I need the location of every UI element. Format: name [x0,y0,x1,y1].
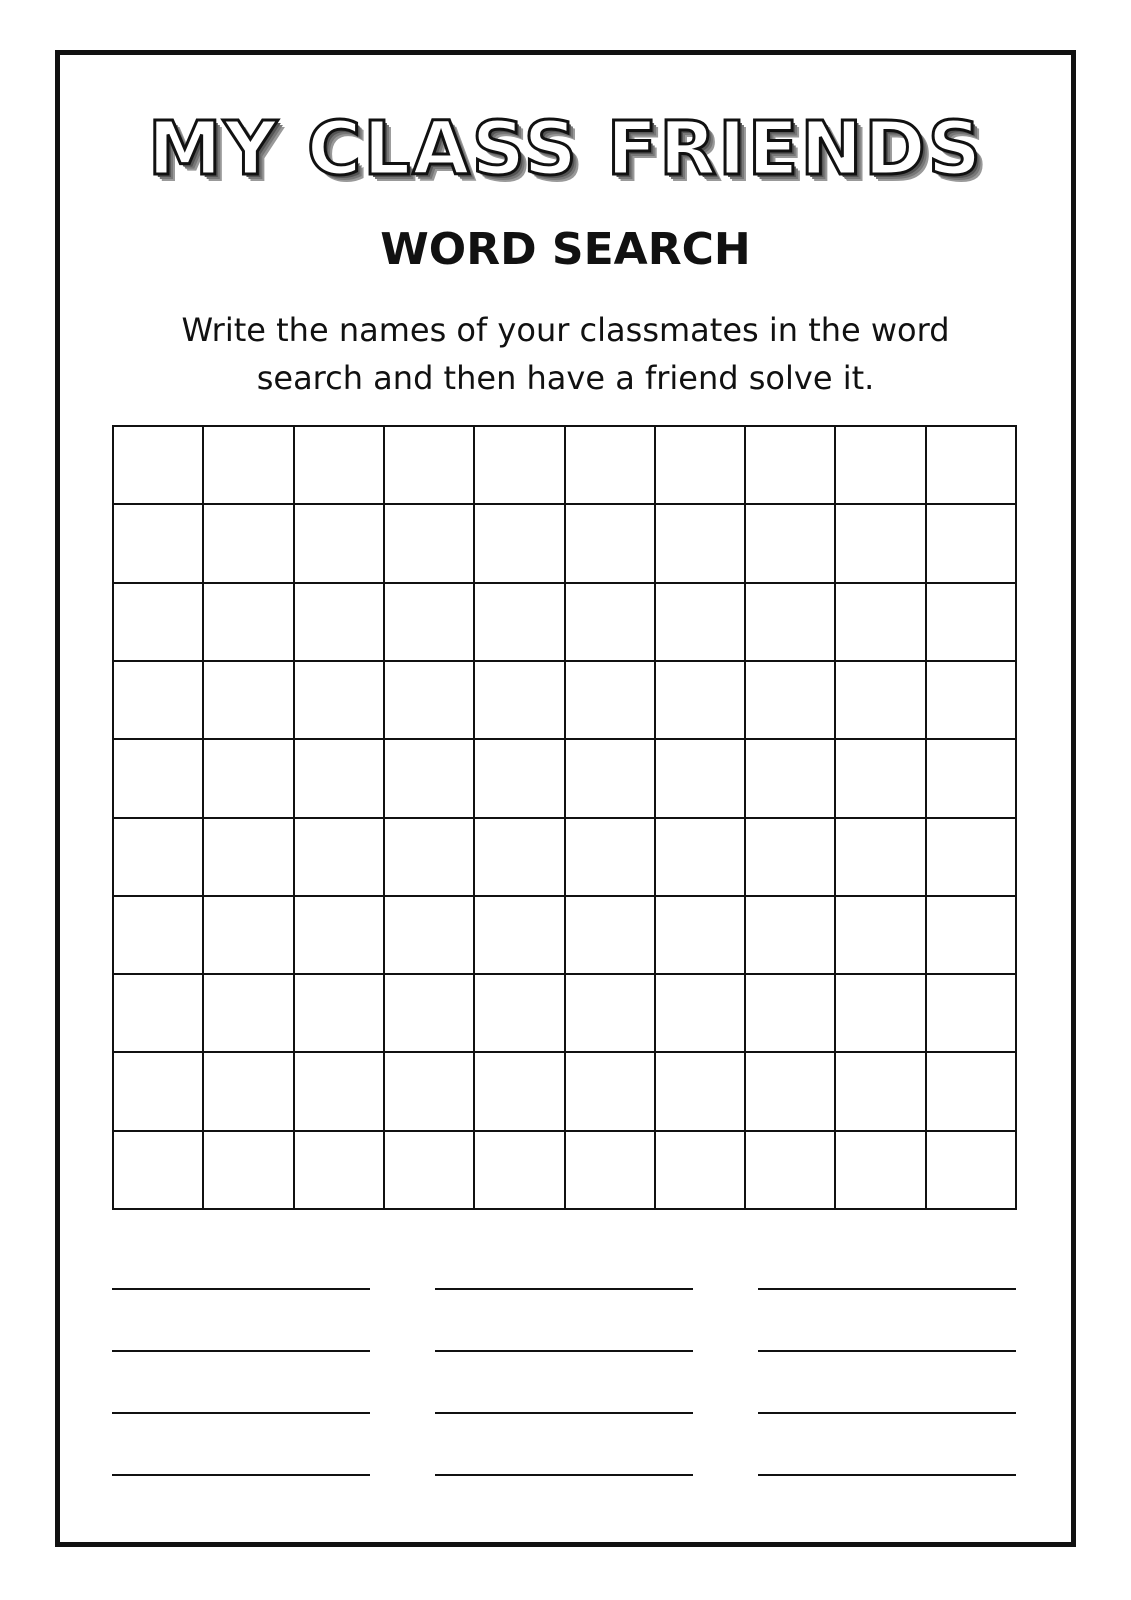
answer-line[interactable] [758,1412,1016,1414]
grid-cell[interactable] [204,1132,294,1210]
grid-cell[interactable] [204,662,294,740]
grid-cell[interactable] [204,1053,294,1131]
answer-line[interactable] [112,1350,370,1352]
grid-cell[interactable] [114,427,204,505]
grid-cell[interactable] [836,819,926,897]
grid-cell[interactable] [927,819,1017,897]
grid-cell[interactable] [295,897,385,975]
grid-cell[interactable] [566,505,656,583]
grid-cell[interactable] [566,584,656,662]
answer-line[interactable] [758,1350,1016,1352]
grid-cell[interactable] [836,505,926,583]
answer-line[interactable] [435,1412,693,1414]
grid-cell[interactable] [927,1132,1017,1210]
grid-cell[interactable] [566,427,656,505]
grid-cell[interactable] [385,740,475,818]
grid-cell[interactable] [927,897,1017,975]
grid-cell[interactable] [836,584,926,662]
grid-cell[interactable] [746,740,836,818]
grid-cell[interactable] [566,740,656,818]
grid-cell[interactable] [746,584,836,662]
grid-cell[interactable] [385,975,475,1053]
grid-cell[interactable] [114,1132,204,1210]
grid-cell[interactable] [475,1132,565,1210]
grid-cell[interactable] [746,1053,836,1131]
grid-cell[interactable] [746,819,836,897]
grid-cell[interactable] [475,897,565,975]
grid-cell[interactable] [656,1053,746,1131]
grid-cell[interactable] [475,740,565,818]
grid-cell[interactable] [295,975,385,1053]
grid-cell[interactable] [295,662,385,740]
grid-cell[interactable] [204,740,294,818]
grid-cell[interactable] [746,975,836,1053]
answer-line[interactable] [435,1474,693,1476]
grid-cell[interactable] [385,427,475,505]
answer-line[interactable] [758,1474,1016,1476]
grid-cell[interactable] [204,897,294,975]
grid-cell[interactable] [475,427,565,505]
grid-cell[interactable] [656,740,746,818]
grid-cell[interactable] [927,505,1017,583]
grid-cell[interactable] [114,584,204,662]
grid-cell[interactable] [204,427,294,505]
grid-cell[interactable] [114,662,204,740]
grid-cell[interactable] [836,897,926,975]
worksheet-instructions: Write the names of your classmates in the word search and then have a friend solve it. [181,311,950,397]
grid-cell[interactable] [566,1132,656,1210]
grid-cell[interactable] [656,505,746,583]
grid-cell[interactable] [927,427,1017,505]
grid-cell[interactable] [295,1132,385,1210]
grid-cell[interactable] [295,740,385,818]
grid-cell[interactable] [566,1053,656,1131]
grid-cell[interactable] [204,975,294,1053]
grid-cell[interactable] [656,584,746,662]
grid-cell[interactable] [927,1053,1017,1131]
grid-cell[interactable] [385,662,475,740]
grid-cell[interactable] [927,740,1017,818]
grid-cell[interactable] [114,897,204,975]
grid-cell[interactable] [836,740,926,818]
grid-cell[interactable] [927,975,1017,1053]
grid-cell[interactable] [836,975,926,1053]
grid-cell[interactable] [295,427,385,505]
grid-cell[interactable] [836,1053,926,1131]
grid-cell[interactable] [204,505,294,583]
grid-cell[interactable] [385,1053,475,1131]
grid-cell[interactable] [746,505,836,583]
grid-cell[interactable] [114,505,204,583]
grid-cell[interactable] [475,662,565,740]
answer-line[interactable] [112,1474,370,1476]
grid-cell[interactable] [836,662,926,740]
name-answer-lines [112,1288,1017,1488]
grid-cell[interactable] [114,819,204,897]
grid-cell[interactable] [927,584,1017,662]
word-search-grid [112,425,1017,1210]
grid-cell[interactable] [746,662,836,740]
answer-line[interactable] [112,1412,370,1414]
worksheet-subtitle: WORD SEARCH [380,224,751,275]
grid-cell[interactable] [566,897,656,975]
grid-cell[interactable] [746,897,836,975]
grid-cell[interactable] [385,584,475,662]
grid-cell[interactable] [295,1053,385,1131]
grid-cell[interactable] [566,819,656,897]
grid-cell[interactable] [656,819,746,897]
answer-line[interactable] [758,1288,1016,1290]
grid-cell[interactable] [114,1053,204,1131]
grid-cell[interactable] [927,662,1017,740]
grid-cell[interactable] [746,1132,836,1210]
grid-cell[interactable] [656,662,746,740]
grid-cell[interactable] [836,1132,926,1210]
grid-cell[interactable] [836,427,926,505]
answer-line[interactable] [112,1288,370,1290]
grid-cell[interactable] [566,975,656,1053]
grid-cell[interactable] [475,505,565,583]
grid-cell[interactable] [656,897,746,975]
grid-cell[interactable] [656,1132,746,1210]
grid-cell[interactable] [475,975,565,1053]
answer-line[interactable] [435,1288,693,1290]
grid-cell[interactable] [656,975,746,1053]
grid-cell[interactable] [385,505,475,583]
grid-cell[interactable] [475,584,565,662]
grid-cell[interactable] [385,897,475,975]
grid-cell[interactable] [204,819,294,897]
worksheet-title: MY CLASS FRIENDS [147,106,983,192]
grid-cell[interactable] [385,1132,475,1210]
grid-cell[interactable] [475,1053,565,1131]
grid-cell[interactable] [114,740,204,818]
grid-cell[interactable] [566,662,656,740]
grid-cell[interactable] [746,427,836,505]
grid-cell[interactable] [295,505,385,583]
grid-cell[interactable] [295,819,385,897]
grid-cell[interactable] [295,584,385,662]
answer-line[interactable] [435,1350,693,1352]
grid-cell[interactable] [385,819,475,897]
grid-cell[interactable] [114,975,204,1053]
grid-cell[interactable] [656,427,746,505]
grid-cell[interactable] [475,819,565,897]
grid-cell[interactable] [204,584,294,662]
